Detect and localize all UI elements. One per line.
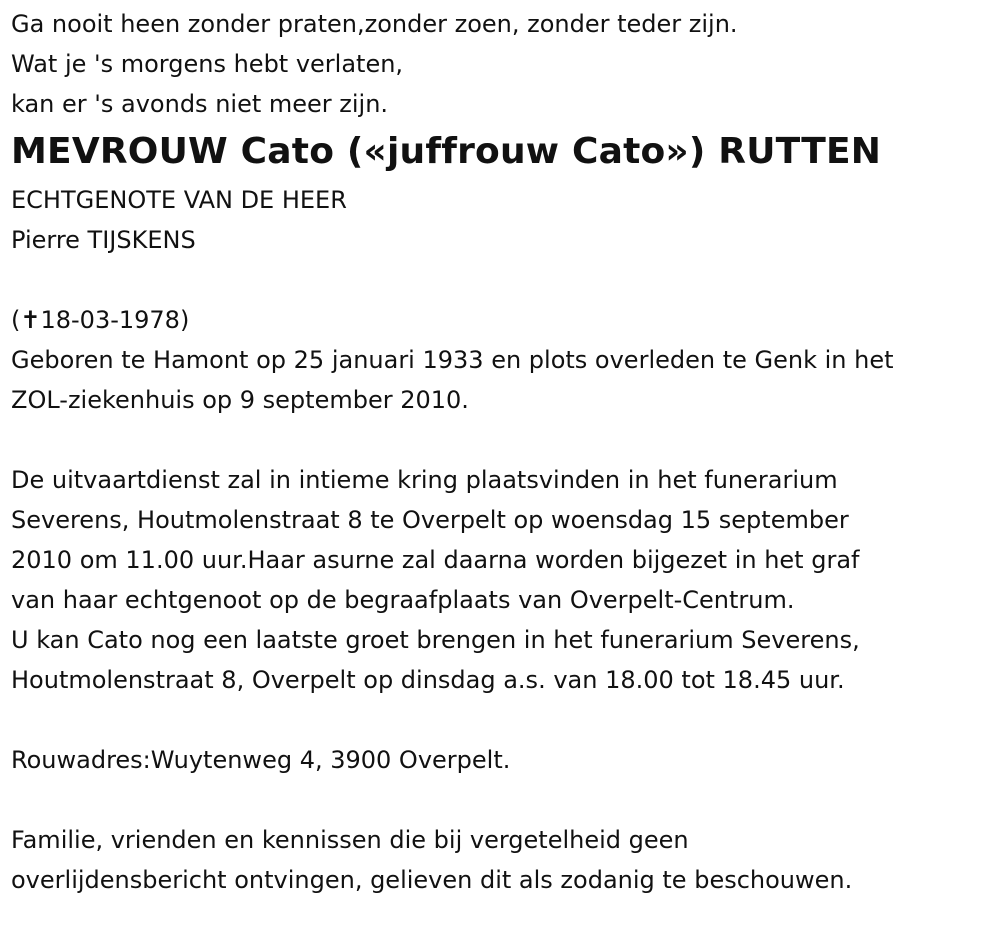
poem-line: kan er 's avonds niet meer zijn.: [11, 90, 389, 118]
funeral-line: Severens, Houtmolenstraat 8 te Overpelt op woensdag 15 september: [11, 506, 849, 534]
name-heading: MEVROUW Cato («juffrouw Cato») RUTTEN: [11, 131, 882, 172]
spouse-label: ECHTGENOTE VAN DE HEER: [11, 186, 347, 214]
spacer: [11, 420, 991, 460]
obituary-notice: [11, 4, 991, 900]
spouse-name: Pierre TIJSKENS: [11, 226, 196, 254]
mourning-address: Rouwadres:Wuytenweg 4, 3900 Overpelt.: [11, 746, 511, 774]
name-heading-block: [11, 124, 991, 180]
funeral-line: U kan Cato nog een laatste groet brengen in het funerarium Severens,: [11, 626, 860, 654]
birth-death-line: Geboren te Hamont op 25 januari 1933 en plots overleden te Genk in het: [11, 346, 894, 374]
funeral-line: van haar echtgenoot op de begraafplaats van Overpelt-Centrum.: [11, 586, 795, 614]
funeral-line: De uitvaartdienst zal in intieme kring plaatsvinden in het funerarium: [11, 466, 838, 494]
life-dates: [11, 300, 991, 420]
spacer: [11, 700, 991, 740]
spouse-info: [11, 180, 991, 260]
poem-line: Wat je 's morgens hebt verlaten,: [11, 50, 404, 78]
closing-line: Familie, vrienden en kennissen die bij vergetelheid geen: [11, 826, 689, 854]
spacer: [11, 260, 991, 300]
funeral-details: [11, 460, 991, 700]
closing-note: [11, 820, 991, 900]
spacer: [11, 780, 991, 820]
funeral-line: Houtmolenstraat 8, Overpelt op dinsdag a.s. van 18.00 tot 18.45 uur.: [11, 666, 845, 694]
funeral-line: 2010 om 11.00 uur.Haar asurne zal daarna worden bijgezet in het graf: [11, 546, 860, 574]
poem: [11, 4, 991, 124]
poem-line: Ga nooit heen zonder praten,zonder zoen, zonder teder zijn.: [11, 10, 738, 38]
spouse-death-date: (✝18-03-1978): [11, 306, 190, 334]
birth-death-line: ZOL-ziekenhuis op 9 september 2010.: [11, 386, 469, 414]
closing-line: overlijdensbericht ontvingen, gelieven dit als zodanig te beschouwen.: [11, 866, 853, 894]
